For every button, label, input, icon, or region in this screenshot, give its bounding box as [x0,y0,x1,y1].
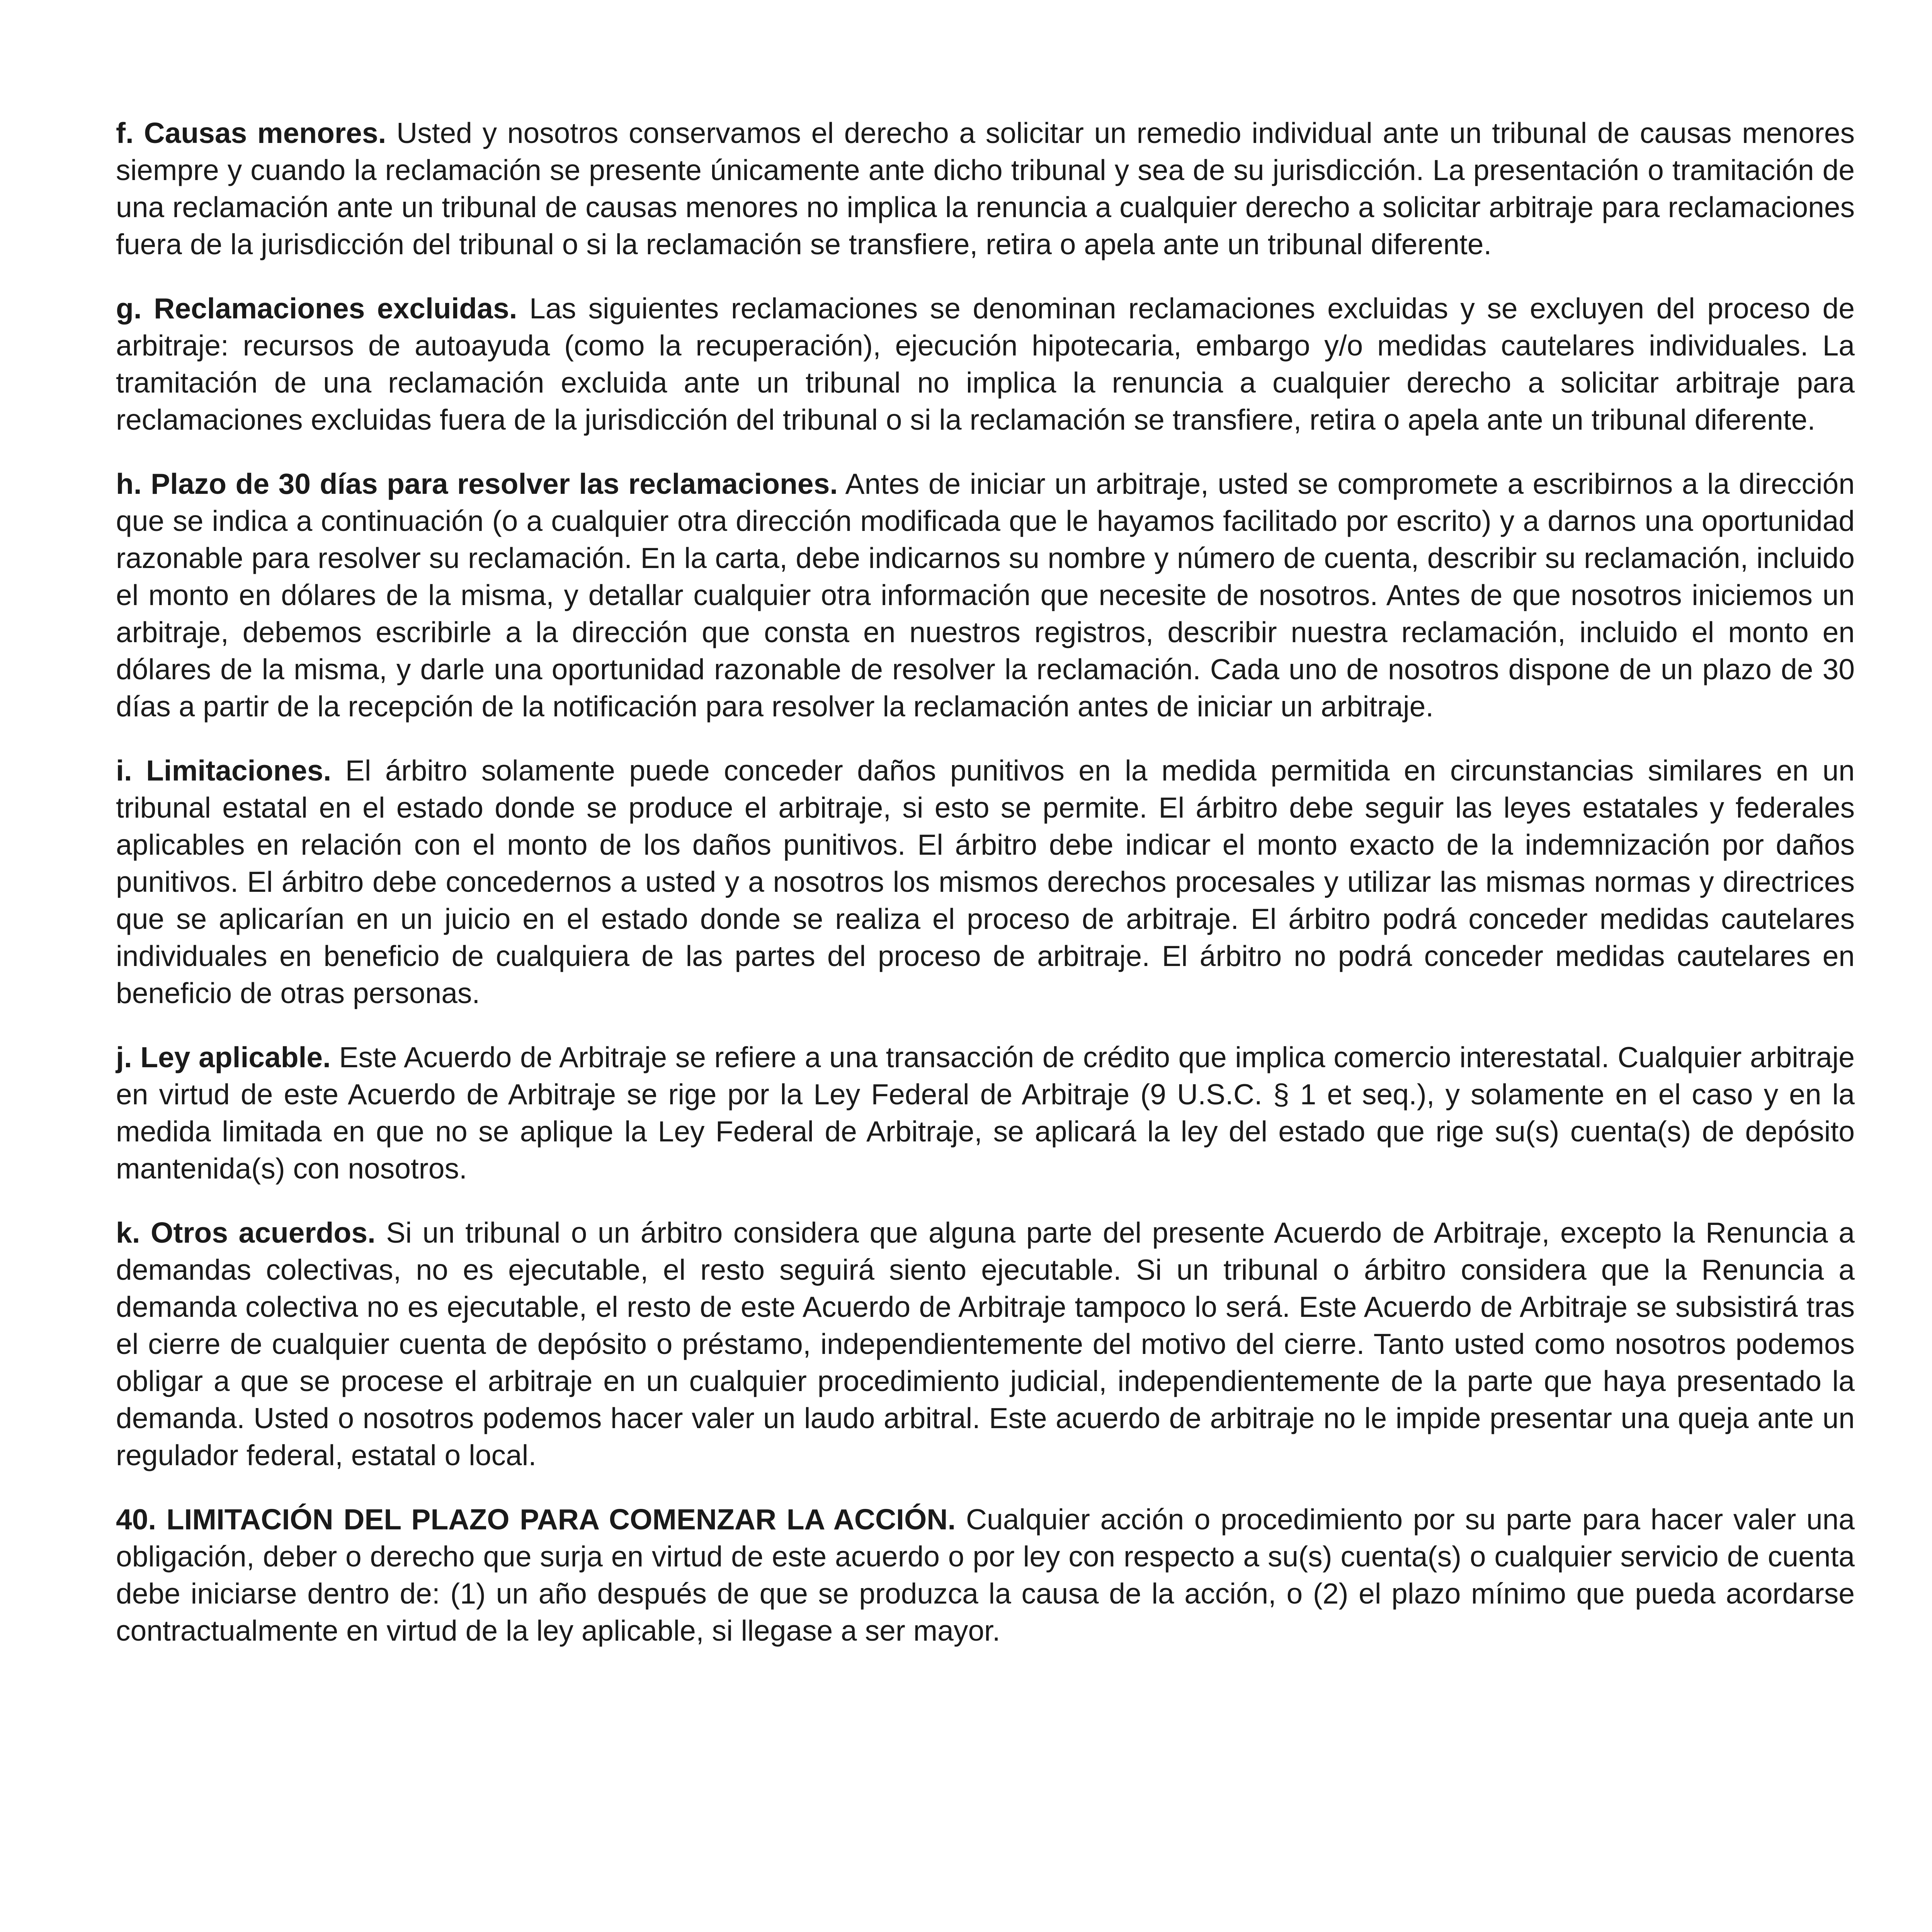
section-k-other-agreements [116,1214,1855,1474]
section-40-time-limit [116,1501,1855,1649]
section-heading: j. Ley aplicable. [116,1041,331,1073]
section-i-limitations [116,752,1855,1012]
document-body [116,114,1855,1676]
section-g-excluded-claims [116,290,1855,438]
section-text: Antes de iniciar un arbitraje, usted se compromete a escribirnos a la dirección que se indica a continuación (o a cualquier otra dirección modificada que le hayamos facilitado por escrito) y a darnos una oportunidad razonable para resolver su reclamación. En la carta, debe indicarnos su nombre y número de cuenta, describir su reclamación, incluido el monto en dólares de la misma, y detallar cualquier otra información que necesite de nosotros. Antes de que nosotros iniciemos un arbitraje, debemos escribirle a la dirección que consta en nuestros registros, describir nuestra reclamación, incluido el monto en dólares de la misma, y darle una oportunidad razonable de resolver la reclamación. Cada uno de nosotros dispone de un plazo de 30 días a partir de la recepción de la notificación para resolver la reclamación antes de iniciar un arbitraje. [116,468,1855,723]
section-text: Usted y nosotros conservamos el derecho a solicitar un remedio individual ante un tribunal de causas menores siempre y cuando la reclamación se presente únicamente ante dicho tribunal y sea de su jurisdicción. La presentación o tramitación de una reclamación ante un tribunal de causas menores no implica la renuncia a cualquier derecho a solicitar arbitraje para reclamaciones fuera de la jurisdicción del tribunal o si la reclamación se transfiere, retira o apela ante un tribunal diferente. [116,117,1855,260]
section-heading: k. Otros acuerdos. [116,1216,376,1249]
section-text: Este Acuerdo de Arbitraje se refiere a una transacción de crédito que implica comercio interestatal. Cualquier arbitraje en virtud de este Acuerdo de Arbitraje se rige por la Ley Federal de Arbitraje (9 U.S.C. § 1 et seq.), y solamente en el caso y en la medida limitada en que no se aplique la Ley Federal de Arbitraje, se aplicará la ley del estado que rige su(s) cuenta(s) de depósito mantenida(s) con nosotros. [116,1041,1855,1185]
section-text: Si un tribunal o un árbitro considera que alguna parte del presente Acuerdo de Arbitraje, excepto la Renuncia a demandas colectivas, no es ejecutable, el resto seguirá siento ejecutable. Si un tribunal o árbitro considera que la Renuncia a demanda colectiva no es ejecutable, el resto de este Acuerdo de Arbitraje tampoco lo será. Este Acuerdo de Arbitraje se subsistirá tras el cierre de cualquier cuenta de depósito o préstamo, independientemente del motivo del cierre. Tanto usted como nosotros podemos obligar a que se procese el arbitraje en un cualquier procedimiento judicial, independientemente de la parte que haya presentado la demanda. Usted o nosotros podemos hacer valer un laudo arbitral. Este acuerdo de arbitraje no le impide presentar una queja ante un regulador federal, estatal o local. [116,1216,1855,1471]
section-text: Las siguientes reclamaciones se denominan reclamaciones excluidas y se excluyen del proceso de arbitraje: recursos de autoayuda (como la recuperación), ejecución hipotecaria, embargo y/o medidas cautelares individuales. La tramitación de una reclamación excluida ante un tribunal no implica la renuncia a cualquier derecho a solicitar arbitraje para reclamaciones excluidas fuera de la jurisdicción del tribunal o si la reclamación se transfiere, retira o apela ante un tribunal diferente. [116,292,1855,436]
section-f-small-claims [116,114,1855,263]
section-heading: 40. LIMITACIÓN DEL PLAZO PARA COMENZAR LA ACCIÓN. [116,1503,956,1536]
section-text: El árbitro solamente puede conceder daños punitivos en la medida permitida en circunstancias similares en un tribunal estatal en el estado donde se produce el arbitraje, si esto se permite. El árbitro debe seguir las leyes estatales y federales aplicables en relación con el monto de los daños punitivos. El árbitro debe indicar el monto exacto de la indemnización por daños punitivos. El árbitro debe concedernos a usted y a nosotros los mismos derechos procesales y utilizar las mismas normas y directrices que se aplicarían en un juicio en el estado donde se realiza el proceso de arbitraje. El árbitro podrá conceder medidas cautelares individuales en beneficio de cualquiera de las partes del proceso de arbitraje. El árbitro no podrá conceder medidas cautelares en beneficio de otras personas. [116,754,1855,1009]
section-j-governing-law [116,1039,1855,1187]
section-heading: g. Reclamaciones excluidas. [116,292,517,325]
section-heading: i. Limitaciones. [116,754,332,787]
section-heading: h. Plazo de 30 días para resolver las reclamaciones. [116,468,838,500]
section-h-30-day-period [116,465,1855,725]
section-text: Cualquier acción o procedimiento por su parte para hacer valer una obligación, deber o derecho que surja en virtud de este acuerdo o por ley con respecto a su(s) cuenta(s) o cualquier servicio de cuenta debe iniciarse dentro de: (1) un año después de que se produzca la causa de la acción, o (2) el plazo mínimo que pueda acordarse contractualmente en virtud de la ley aplicable, si llegase a ser mayor. [116,1503,1855,1647]
section-heading: f. Causas menores. [116,117,386,149]
